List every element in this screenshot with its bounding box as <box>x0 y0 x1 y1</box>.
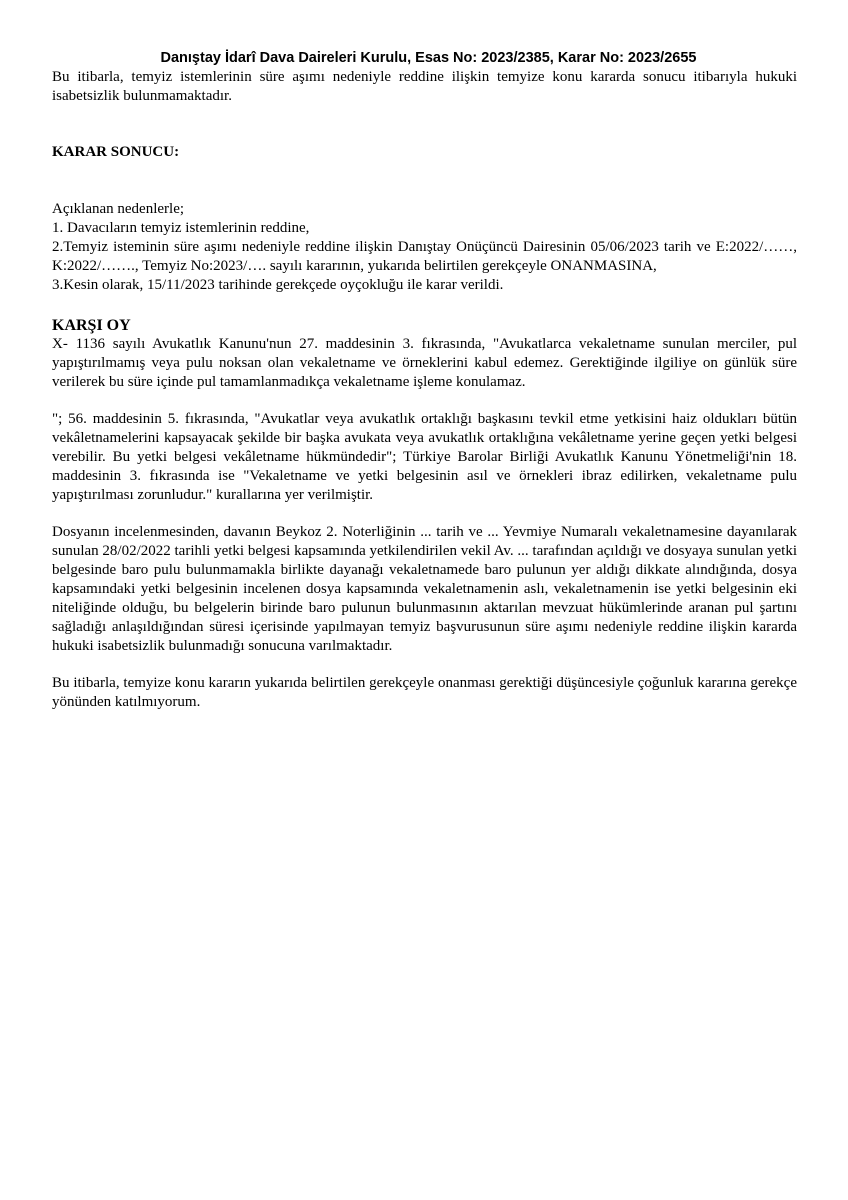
decision-heading: KARAR SONUCU: <box>52 144 180 161</box>
spacer <box>52 106 797 143</box>
document-header: Danıştay İdarî Dava Daireleri Kurulu, Esas No: 2023/2385, Karar No: 2023/2655 <box>160 50 697 66</box>
dissent-paragraph-4: Bu itibarla, temyize konu kararın yukarıda belirtilen gerekçeyle onanması gerektiği düşüncesiyle çoğunluk kararına gerekçe yönünden katılmıyorum. <box>52 674 797 710</box>
dissent-paragraph-1: X- 1136 sayılı Avukatlık Kanunu'nun 27. maddesinin 3. fıkrasında, "Avukatlarca vekaletname sunulan merciler, pul yapıştırılmamış veya pulu noksan olan vekaletname ve örneklerini kabul edemez. Gerektiğinde ilgiliye on günlük süre verilerek bu süre içinde pul tamamlanmadıkça vekaletname işleme konulamaz. <box>52 335 797 390</box>
spacer <box>52 656 797 674</box>
spacer <box>52 505 797 523</box>
document-page <box>52 48 797 712</box>
dissent-paragraph-2: "; 56. maddesinin 5. fıkrasında, "Avukatlar veya avukatlık ortaklığı başkasını tevkil etme yetkisini haiz oldukları bütün vekâletnamelerini kapsayacak şekilde bir başka avukata veya avukatlık ortaklığına vekâletname yerine geçen yetki belgesi verebilir. Bu yetki belgesi vekâletname hükmündedir"; Türkiye Barolar Birliği Avukatlık Kanunu Yönetmeliği'nin 18. maddesinin 3. fıkrasında ise "Vekaletname ve yetki belgesinin asıl ve örnekleri ibraz edilirken, vekaletname pulu yapıştırılması zorunludur." kurallarına yer verilmiştir. <box>52 410 797 503</box>
dissent-paragraph-3: Dosyanın incelenmesinden, davanın Beykoz 2. Noterliğinin ... tarih ve ... Yevmiye Numaralı vekaletnamesine dayanılarak sunulan 28/02/2022 tarihli yetki belgesi kapsamında yetkilendirilen vekil Av. ... tarafından açıldığı ve dosyaya sunulan yetki belgesinde baro pulu bulunmamakla birlikte dayanağı vekaletnamede baro pulunun yer aldığı dikkate alındığında, dosya kapsamındaki yetki belgesinin incelenen dosya kapsamında vekaletnamenin aslı, vekaletnamenin ise yetki belgesinin eki niteliğinde olduğu, bu belgelerin birinde baro pulunun bulunmasının aktarılan mevzuat hükümlerinde aranan pul şartını sağladığı anlaşıldığından süresi içerisinde yapılmayan temyiz başvurusunun süre aşımı nedeniyle reddine ilişkin kararda hukuki isabetsizlik bulunmadığı sonucuna varılmaktadır. <box>52 523 797 654</box>
decision-item-2: 2.Temyiz isteminin süre aşımı nedeniyle reddine ilişkin Danıştay Onüçüncü Dairesinin 05/06/2023 tarih ve E:2022/……, K:2022/……., Temyiz No:2023/…. sayılı kararının, yukarıda belirtilen gerekçeyle ONANMASINA, <box>52 239 797 275</box>
spacer <box>52 163 797 200</box>
document-body <box>52 68 797 712</box>
spacer <box>52 392 797 410</box>
intro-paragraph: Bu itibarla, temyiz istemlerinin süre aşımı nedeniyle reddine ilişkin temyize konu kararda sonucu itibarıyla hukuki isabetsizlik bulunmamaktadır. <box>52 69 797 105</box>
decision-item-3: 3.Kesin olarak, 15/11/2023 tarihinde gerekçede oyçokluğu ile karar verildi. <box>52 277 504 294</box>
spacer <box>52 296 797 316</box>
reasons-intro: Açıklanan nedenlerle; <box>52 200 185 217</box>
dissent-heading: KARŞI OY <box>52 316 131 334</box>
decision-item-1: 1. Davacıların temyiz istemlerinin reddine, <box>52 219 310 236</box>
